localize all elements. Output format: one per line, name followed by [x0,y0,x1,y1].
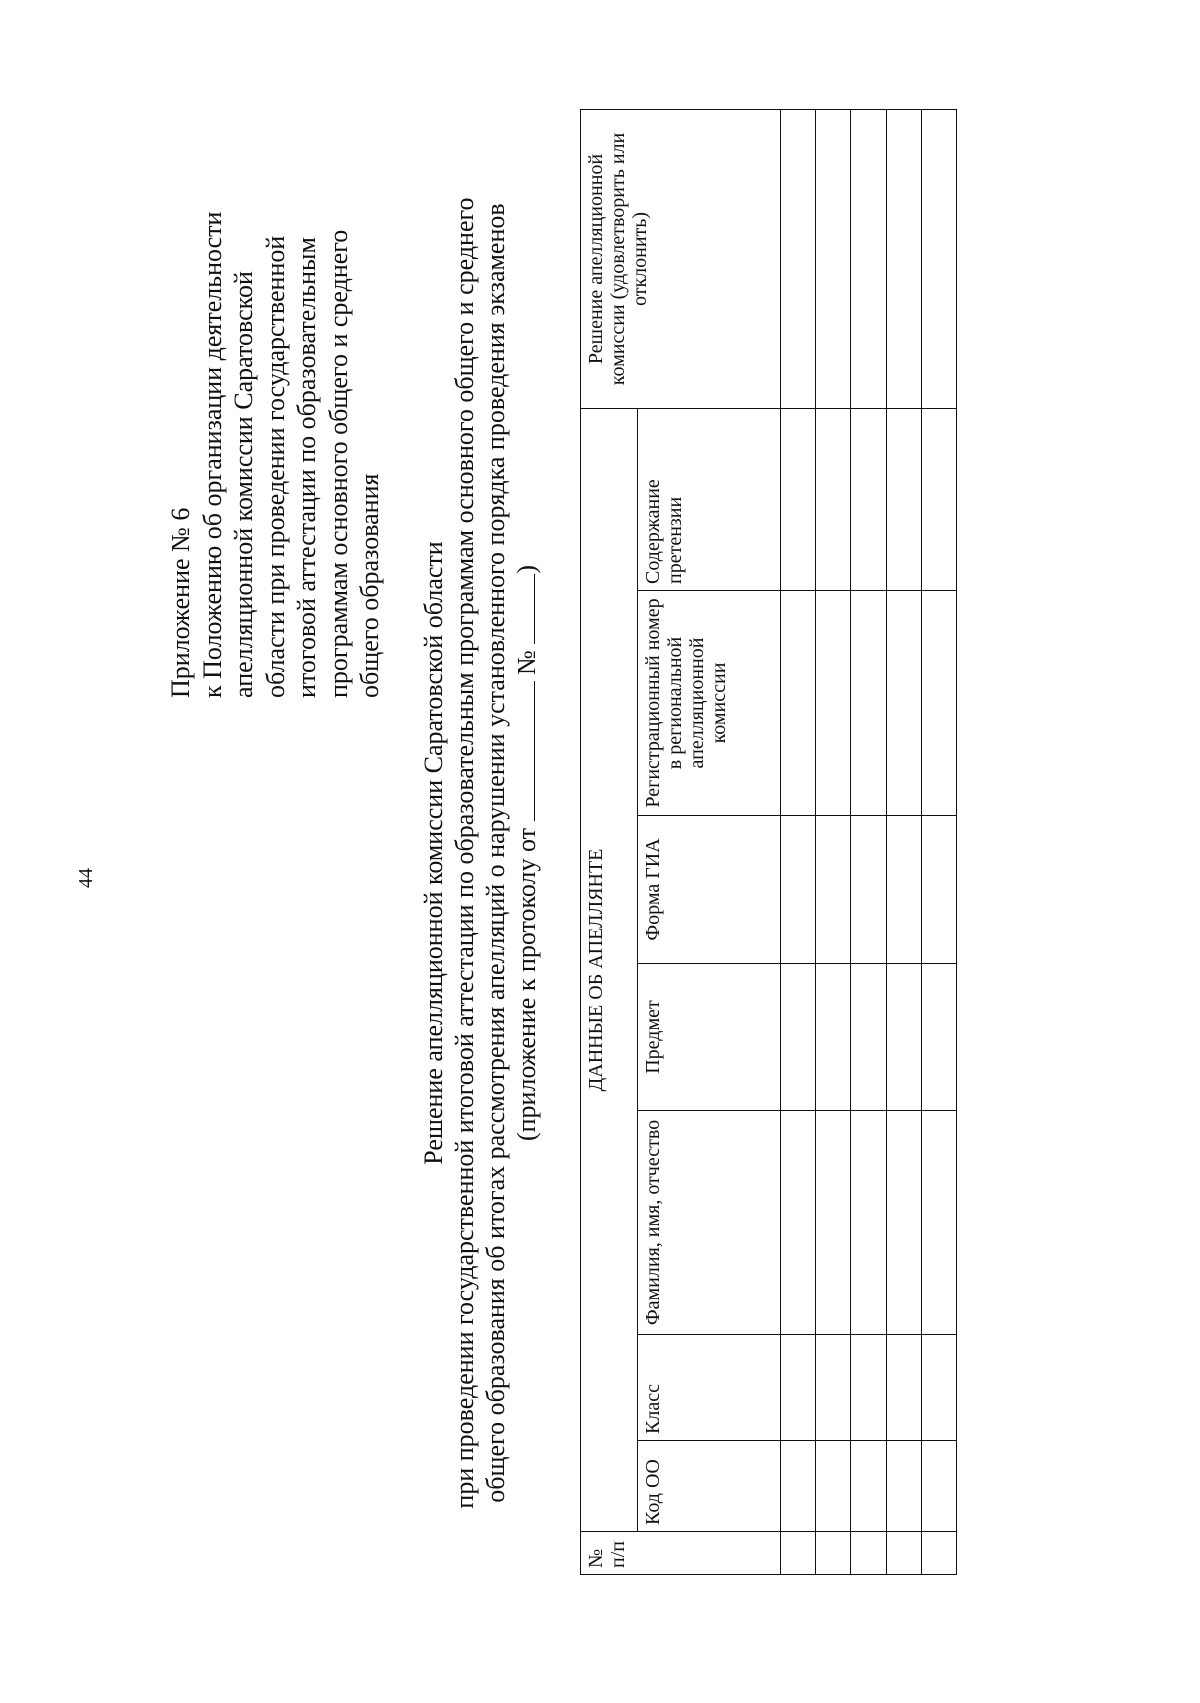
column-header-decision: Решение апелляционной комиссии (удовлетворить или отклонить) [581,109,781,408]
table-row [921,109,956,1574]
group-header-appellant-data: ДАННЫЕ ОБ АПЕЛЛЯНТЕ [581,408,638,1531]
table-row [851,109,886,1574]
appeal-table-wrapper [580,110,957,1575]
appeal-table-body [781,109,957,1574]
table-cell [851,1335,886,1441]
table-cell [886,1335,921,1441]
column-header-full-name: Фамилия, имя, отчество [638,1111,781,1335]
table-cell [781,591,816,816]
appendix-line: области при проведении государственной [260,235,290,698]
table-cell [816,1441,851,1532]
table-cell [781,1111,816,1335]
table-cell [921,1532,956,1575]
table-row [886,109,921,1574]
table-cell [781,816,816,964]
table-cell [921,109,956,408]
column-header-number: № п/п [581,1532,781,1575]
decision-title-line: Решение апелляционной комиссии Саратовской области [419,541,448,1165]
column-header-oo-code: Код ОО [638,1441,781,1532]
table-cell [851,816,886,964]
appeal-table [580,109,957,1575]
column-header-claim-content: Содержание претензии [638,408,781,590]
decision-title [418,163,542,1543]
protocol-number-blank [512,574,535,644]
table-cell [851,964,886,1111]
protocol-number-sign: № [512,650,541,675]
table-cell [851,1441,886,1532]
table-cell [851,109,886,408]
table-cell [851,1532,886,1575]
table-cell [816,109,851,408]
column-header-registration-number: Регистрационный номер в региональной апелляционной комиссии [638,591,781,816]
decision-title-line: общего образования об итогах рассмотрения апелляций о нарушении установленного порядка проведения экзаменов [481,203,510,1503]
table-cell [851,408,886,590]
table-row [816,109,851,1574]
table-cell [886,408,921,590]
table-cell [816,1532,851,1575]
table-cell [816,964,851,1111]
appendix-line: общего образования [355,473,384,698]
table-cell [921,816,956,964]
table-cell [781,1441,816,1532]
table-cell [816,408,851,590]
decision-title-line: при проведении государственной итоговой аттестации по образовательным программам основного общего и среднего [450,197,479,1509]
table-cell [781,1335,816,1441]
protocol-prefix: (приложение к протоколу от [512,827,541,1142]
table-cell [781,408,816,590]
appendix-line: Приложение № 6 [166,507,195,698]
page-number: 44 [75,868,97,888]
table-cell [921,591,956,816]
table-cell [921,1111,956,1335]
table-cell [886,109,921,408]
table-cell [921,964,956,1111]
table-cell [851,1111,886,1335]
table-cell [886,591,921,816]
table-cell [851,591,886,816]
appendix-line: программам основного общего и среднего [323,229,353,698]
table-cell [886,964,921,1111]
table-row [781,109,816,1574]
appendix-line: к Положению об организации деятельности [197,211,227,698]
appendix-header [165,211,386,698]
appendix-line: апелляционной комиссии Саратовской [229,271,258,698]
table-cell [886,816,921,964]
protocol-date-blank [512,681,535,821]
column-header-class: Класс [638,1335,781,1441]
table-cell [816,591,851,816]
protocol-suffix: ) [512,565,541,574]
table-cell [816,816,851,964]
table-cell [781,1532,816,1575]
column-header-gia-form: Форма ГИА [638,816,781,964]
table-cell [921,408,956,590]
table-cell [781,964,816,1111]
table-cell [886,1441,921,1532]
protocol-reference-line [511,163,542,1543]
table-cell [781,109,816,408]
column-header-subject: Предмет [638,964,781,1111]
table-cell [921,1441,956,1532]
table-cell [816,1111,851,1335]
table-cell [886,1532,921,1575]
table-cell [921,1335,956,1441]
table-cell [886,1111,921,1335]
table-cell [816,1335,851,1441]
appendix-line: итоговой аттестации по образовательным [292,237,321,698]
